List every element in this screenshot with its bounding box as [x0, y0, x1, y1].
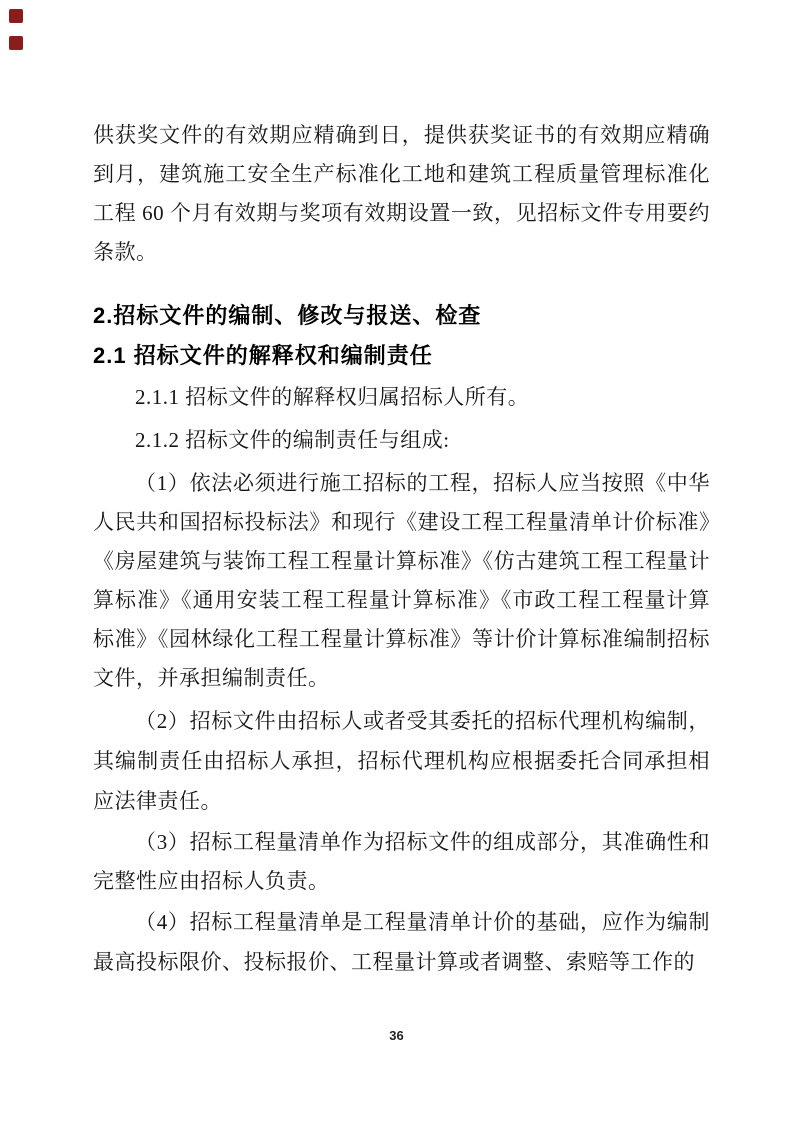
- clause-2-1-1: 2.1.1 招标文件的解释权归属招标人所有。: [135, 385, 530, 409]
- page-number: 36: [389, 1028, 404, 1043]
- section-heading: 2.招标文件的编制、修改与报送、检查: [93, 303, 482, 328]
- red-annotation-mark: [9, 36, 23, 50]
- list-item-3: （3）招标工程量清单作为招标文件的组成部分，其准确性和完整性应由招标人负责。: [93, 830, 710, 893]
- list-item-2: （2）招标文件由招标人或者受其委托的招标代理机构编制，其编制责任由招标人承担，招标代理机构应根据委托合同承担相应法律责任。: [93, 709, 710, 813]
- page-content: [93, 116, 710, 982]
- list-item-4: （4）招标工程量清单是工程量清单计价的基础，应作为编制最高投标限价、投标报价、工程量计算或者调整、索赔等工作的: [93, 910, 710, 974]
- annotation-marks: [9, 9, 23, 63]
- subsection-heading: 2.1 招标文件的解释权和编制责任: [93, 343, 433, 368]
- list-item-1: （1）依法必须进行施工招标的工程，招标人应当按照《中华人民共和国招标投标法》和现行《建设工程工程量清单计价标准》《房屋建筑与装饰工程工程量计算标准》《仿古建筑工程工程量计算标准》《通用安装工程工程量计算标准》《市政工程工程量计算标准》《园林绿化工程工程量计算标准》等计价计算标准编制招标文件，并承担编制责任。: [93, 471, 710, 690]
- red-annotation-mark: [9, 9, 23, 23]
- clause-2-1-2: 2.1.2 招标文件的编制责任与组成:: [135, 428, 450, 452]
- intro-paragraph: 供获奖文件的有效期应精确到日，提供获奖证书的有效期应精确到月，建筑施工安全生产标准化工地和建筑工程质量管理标准化工程 60 个月有效期与奖项有效期设置一致，见招标文件专用要约条款。: [93, 123, 710, 264]
